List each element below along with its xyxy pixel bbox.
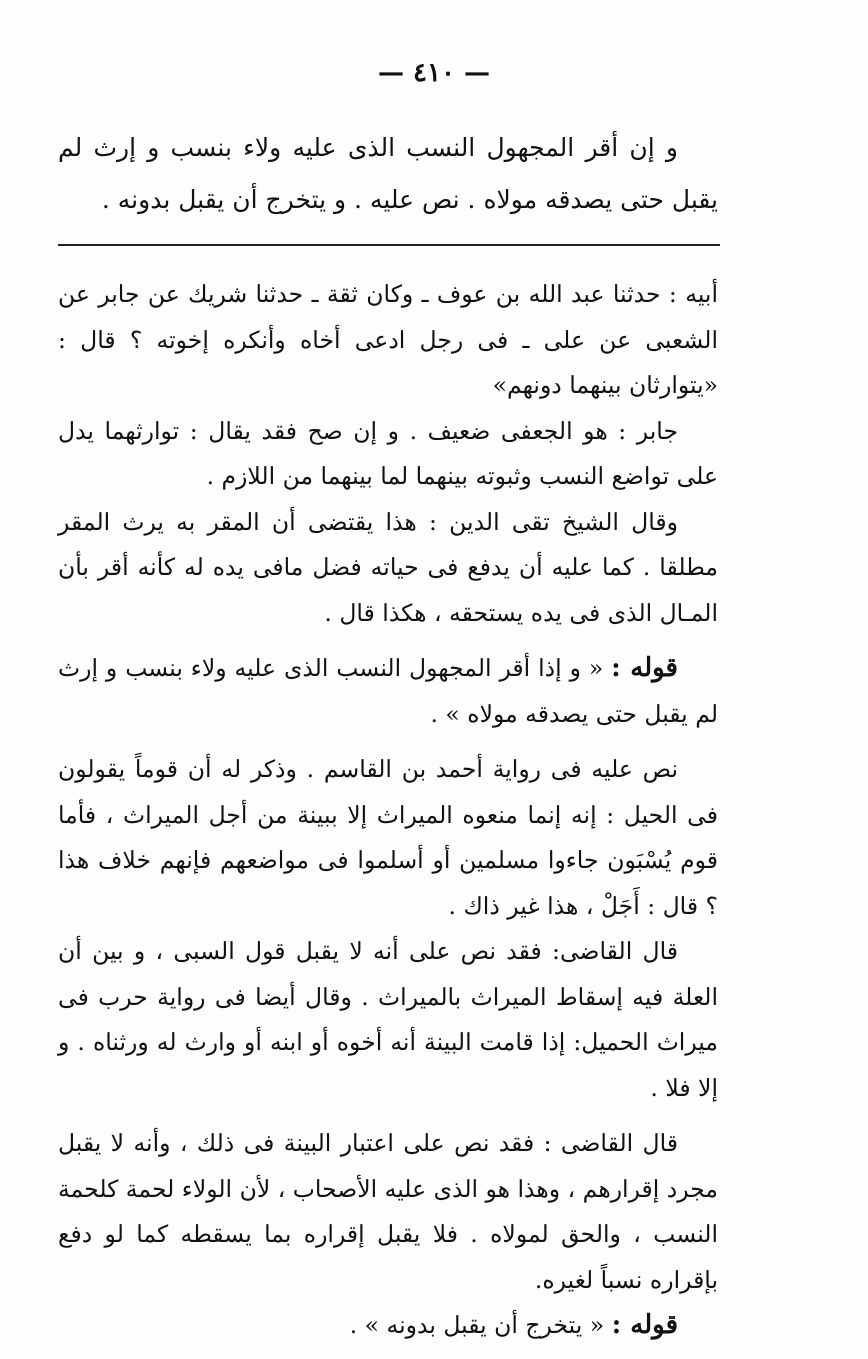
commentary-paragraph-7: قال القاضى : فقد نص على اعتبار البينة فى ذلك ، وأنه لا يقبل مجرد إقرارهم ، وهذا هو الذى عليه الأصحاب ، لأن الولاء لحمة كلحمة النسب ، والحق لمولاه . فلا يقبل إقراره بما يسقطه كما لو دفع بإقراره نسباً لغيره. bbox=[58, 1129, 718, 1294]
commentary-paragraph-2: جابر : هو الجعفى ضعيف . و إن صح فقد يقال : توارثهما يدل على تواضع النسب وثبوته بينهما لما بينهما من اللازم . bbox=[58, 416, 718, 490]
main-text bbox=[58, 122, 718, 226]
commentary bbox=[58, 272, 718, 1349]
quote-text: « و إذا أقر المجهول النسب الذى عليه ولاء بنسب و إرث لم يقبل حتى يصدقه مولاه » . bbox=[58, 654, 718, 728]
commentary-paragraph-5: نص عليه فى رواية أحمد بن القاسم . وذكر له أن قوماً يقولون فى الحيل : إنه إنما منعوه الميراث إلا ببينة من أجل الميراث ، فأما قوم يُسْبَون جاءوا مسلمين أو أسلموا فى مواضعهم فإنهم خلاف هذا ؟ قال : أَجَلْ ، هذا غير ذاك . bbox=[58, 755, 718, 920]
commentary-paragraph-6: قال القاضى: فقد نص على أنه لا يقبل قول السبى ، و بين أن العلة فيه إسقاط الميراث بالميراث . وقال أيضا فى رواية حرب فى ميراث الحميل: إذا قامت البينة أنه أخوه أو ابنه أو وارث له ورثناه . و إلا فلا . bbox=[58, 937, 718, 1102]
section-divider bbox=[58, 244, 720, 246]
page-number: — ٤١٠ — bbox=[377, 58, 491, 88]
commentary-paragraph-4 bbox=[58, 646, 718, 737]
quote-lead: قوله : bbox=[611, 1310, 678, 1340]
quote-lead: قوله : bbox=[611, 653, 678, 683]
commentary-paragraph-8 bbox=[58, 1303, 718, 1349]
commentary-paragraph-1: أبيه : حدثنا عبد الله بن عوف ـ وكان ثقة ـ حدثنا شريك عن جابر عن الشعبى عن على ـ فى رجل ادعى أخاه وأنكره إخوته ؟ قال : «يتوارثان بينهما دونهم» bbox=[58, 280, 718, 399]
commentary-paragraph-3: وقال الشيخ تقى الدين : هذا يقتضى أن المقر به يرث المقر مطلقا . كما عليه أن يدفع فى حياته فضل مافى يده له كأنه أقر بأن المـال الذى فى يده يستحقه ، هكذا قال . bbox=[58, 507, 718, 627]
quote-text: « يتخرج أن يقبل بدونه » . bbox=[349, 1311, 612, 1339]
main-paragraph: و إن أقر المجهول النسب الذى عليه ولاء بنسب و إرث لم يقبل حتى يصدقه مولاه . نص عليه . و يتخرج أن يقبل بدونه . bbox=[58, 133, 718, 214]
